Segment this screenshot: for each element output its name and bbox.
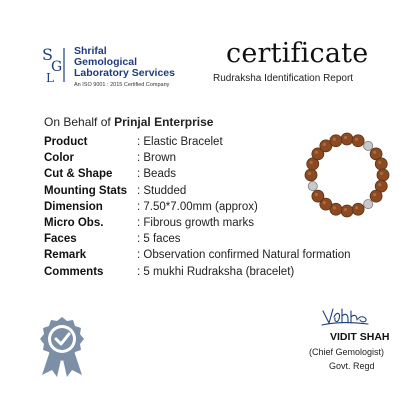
bead-highlight (380, 172, 383, 175)
lab-logo-icon (40, 44, 70, 84)
field-row (44, 264, 350, 280)
bead-highlight (344, 208, 347, 211)
field-label: Dimension (44, 200, 103, 213)
lab-name-line: Shrifal (74, 45, 107, 57)
rudraksha-bead (312, 190, 324, 202)
field-value: : 7.50*7.00mm (approx) (137, 200, 258, 213)
silver-spacer-bead (364, 141, 373, 150)
verified-seal-icon (36, 315, 88, 377)
behalf-prefix: On Behalf of (44, 115, 111, 129)
bead-highlight (315, 151, 318, 154)
field-value: : Observation confirmed Natural formation (137, 249, 351, 262)
bead-highlight (378, 183, 381, 186)
bead-highlight (315, 193, 318, 196)
lab-name-line: Laboratory Services (74, 67, 175, 79)
bracelet-image (302, 130, 392, 220)
field-label: Cut & Shape (44, 168, 113, 181)
certificate-title: certificate (226, 38, 369, 69)
field-label: Faces (44, 233, 77, 246)
svg-text:G: G (51, 59, 63, 75)
field-label: Micro Obs. (44, 217, 104, 230)
bead-highlight (373, 193, 376, 196)
rudraksha-bead (330, 135, 342, 147)
bead-highlight (355, 138, 358, 141)
silver-spacer-bead (364, 200, 373, 209)
rudraksha-bead (377, 169, 389, 181)
field-value: : Studded (137, 184, 187, 197)
svg-text:S: S (42, 45, 53, 64)
signatory-govt: Govt. Regd (329, 361, 375, 371)
lab-name-block (74, 46, 175, 89)
bead-highlight (333, 138, 336, 141)
rudraksha-bead (370, 190, 382, 202)
rudraksha-bead (352, 135, 364, 147)
field-label: Color (44, 152, 75, 165)
signature-icon (320, 305, 370, 327)
rudraksha-bead (375, 158, 387, 170)
behalf-line (44, 115, 213, 129)
field-label: Mounting Stats (44, 184, 128, 197)
silver-spacer-bead (308, 182, 317, 191)
signatory-role: (Chief Gemologist) (309, 347, 385, 357)
field-value: : 5 mukhi Rudraksha (bracelet) (137, 265, 295, 278)
signatory-name: VIDIT SHAH (330, 331, 390, 343)
field-label: Remark (44, 249, 87, 262)
bead-highlight (373, 151, 376, 154)
bead-highlight (323, 143, 326, 146)
field-row (44, 231, 350, 247)
bead-highlight (333, 206, 336, 209)
certificate-subtitle: Rudraksha Identification Report (213, 73, 354, 84)
iso-certification: An ISO 9001 : 2015 Certified Company (74, 82, 170, 88)
svg-text:L: L (46, 71, 54, 84)
field-row (44, 247, 350, 263)
field-label: Comments (44, 265, 104, 278)
bead-highlight (355, 206, 358, 209)
field-value: : Fibrous growth marks (137, 217, 254, 230)
bead-highlight (308, 172, 311, 175)
rudraksha-bead (341, 133, 353, 145)
field-value: : 5 faces (137, 233, 181, 246)
field-value: : Beads (137, 168, 176, 181)
bead-highlight (323, 201, 326, 204)
rudraksha-bead (305, 169, 317, 181)
bead-highlight (310, 161, 313, 164)
rudraksha-bead (352, 203, 364, 215)
field-value: : Elastic Bracelet (137, 136, 223, 149)
bead-highlight (378, 161, 381, 164)
rudraksha-bead (341, 205, 353, 217)
bead-highlight (344, 136, 347, 139)
lab-name-line: Gemological (74, 56, 138, 68)
field-value: : Brown (137, 152, 176, 165)
behalf-company: Prinjal Enterprise (114, 115, 214, 129)
field-label: Product (44, 136, 88, 149)
